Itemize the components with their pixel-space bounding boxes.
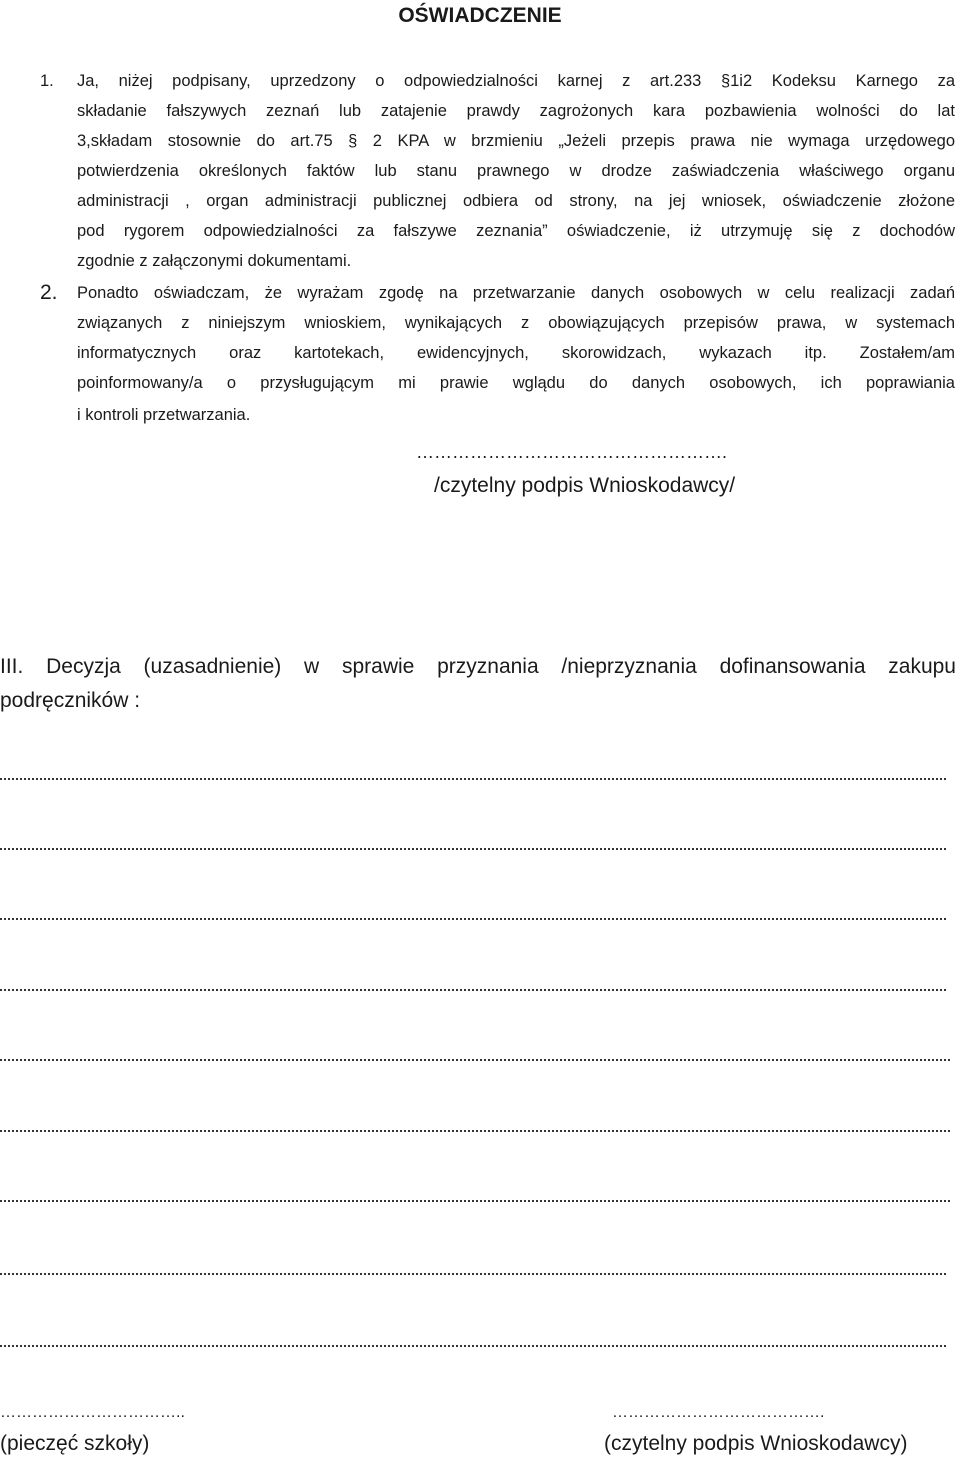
justification-writing-line xyxy=(0,778,946,780)
point-2-line: poinformowany/a o przysługującym mi prawie wglądu do danych osobowych, ich poprawiania xyxy=(77,374,955,392)
decision-heading-continuation: podręczników : xyxy=(0,689,141,712)
point-2-line: informatycznych oraz kartotekach, ewidencyjnych, skorowidzach, wykazach itp. Zostałem/am xyxy=(77,344,955,362)
justification-writing-line xyxy=(0,1200,950,1202)
signature-label: /czytelny podpis Wnioskodawcy/ xyxy=(434,474,736,497)
point-1-text xyxy=(77,66,955,276)
signature-dotted-line: ……………………………………………. xyxy=(416,442,728,462)
point-2-line: i kontroli przetwarzania. xyxy=(77,406,251,424)
point-1-line: pod rygorem odpowiedzialności za fałszywe zeznania” oświadczenie, iż utrzymuję się z dochodów xyxy=(77,222,955,240)
point-2-number: 2. xyxy=(40,281,58,304)
justification-writing-line xyxy=(0,989,946,991)
decision-section xyxy=(0,650,956,718)
justification-writing-line xyxy=(0,1059,950,1061)
point-1-line: zgodnie z załączonymi dokumentami. xyxy=(77,252,352,270)
point-1-line: administracji , organ administracji publicznej odbiera od strony, na jej wniosek, oświadczenie złożone xyxy=(77,192,955,210)
point-1-line: Ja, niżej podpisany, uprzedzony o odpowiedzialności karnej z art.233 §1i2 Kodeksu Karnego za xyxy=(77,72,955,90)
applicant-signature-dotted-line: …………………………………. xyxy=(612,1404,825,1421)
decision-heading: III. Decyzja (uzasadnienie) w sprawie przyznania /nieprzyznania dofinansowania zakupu xyxy=(0,655,956,678)
point-1-line: 3,składam stosownie do art.75 § 2 KPA w brzmieniu „Jeżeli przepis prawa nie wymaga urzędowego xyxy=(77,132,955,150)
school-stamp-dotted-line: …………………………….. xyxy=(0,1404,185,1421)
justification-writing-line xyxy=(0,848,946,850)
point-2-line: związanych z niniejszym wnioskiem, wynikających z obowiązujących przepisów prawa, w systemach xyxy=(77,314,955,332)
point-2-text xyxy=(77,278,955,432)
point-1-line: potwierdzenia określonych faktów lub stanu prawnego w drodze zaświadczenia właściwego organu xyxy=(77,162,955,180)
point-2-line: Ponadto oświadczam, że wyrażam zgodę na przetwarzanie danych osobowych w celu realizacji zadań xyxy=(77,284,955,302)
justification-writing-line xyxy=(0,1273,946,1275)
point-1-line: składanie fałszywych zeznań lub zatajenie prawdy zagrożonych kara pozbawienia wolności do lat xyxy=(77,102,955,120)
point-1-number: 1. xyxy=(40,72,54,90)
school-stamp-label: (pieczęć szkoły) xyxy=(0,1432,150,1455)
justification-writing-line xyxy=(0,1345,946,1347)
applicant-signature-label: (czytelny podpis Wnioskodawcy) xyxy=(604,1432,908,1455)
justification-writing-line xyxy=(0,918,946,920)
document-title: OŚWIADCZENIE xyxy=(398,4,562,27)
justification-writing-line xyxy=(0,1130,950,1132)
